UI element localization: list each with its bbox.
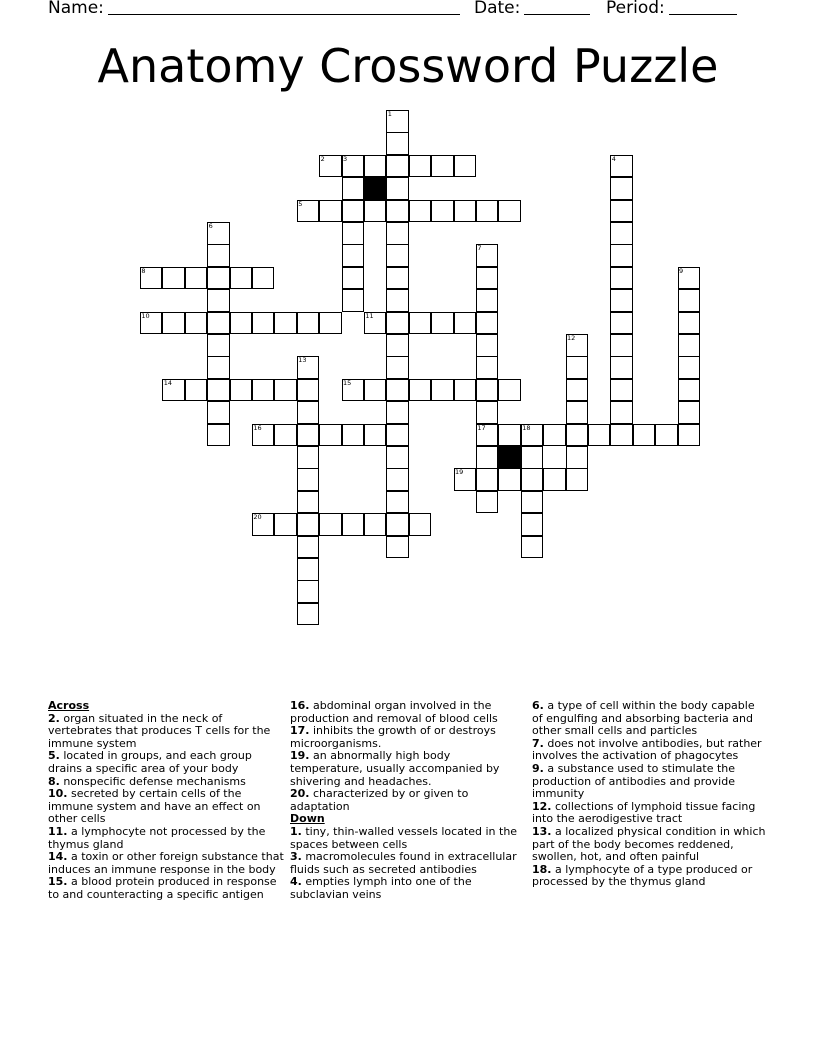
grid-cell[interactable] <box>342 222 365 245</box>
grid-cell[interactable] <box>566 424 589 447</box>
grid-cell[interactable] <box>476 312 499 335</box>
grid-cell[interactable] <box>274 424 297 447</box>
grid-cell[interactable] <box>678 312 701 335</box>
grid-cell[interactable] <box>633 424 656 447</box>
clue-item: 10. secreted by certain cells of the immune system and have an effect on other cells <box>48 787 261 826</box>
grid-cell[interactable] <box>521 446 544 469</box>
grid-cell[interactable] <box>207 222 230 245</box>
clue-item: 12. collections of lymphoid tissue facing into the aerodigestive tract <box>532 799 756 826</box>
grid-cell[interactable] <box>364 379 387 402</box>
grid-cell[interactable] <box>386 491 409 514</box>
clue-item: 1. tiny, thin-walled vessels located in the spaces between cells <box>290 824 518 851</box>
grid-cell[interactable] <box>610 379 633 402</box>
grid-cell[interactable] <box>610 267 633 290</box>
grid-cell[interactable] <box>185 379 208 402</box>
grid-cell[interactable] <box>610 222 633 245</box>
clue-number: 18 <box>522 423 531 432</box>
across-heading: Across <box>48 699 90 712</box>
grid-cell[interactable] <box>498 200 521 223</box>
grid-cell[interactable] <box>498 424 521 447</box>
grid-cell[interactable] <box>386 200 409 223</box>
clue-column-1 <box>48 700 284 902</box>
grid-cell[interactable] <box>386 155 409 178</box>
grid-cell[interactable] <box>297 491 320 514</box>
grid-cell[interactable] <box>476 468 499 491</box>
clue-column-2 <box>290 700 520 902</box>
grid-cell[interactable] <box>476 379 499 402</box>
grid-cell[interactable] <box>386 379 409 402</box>
grid-cell[interactable] <box>364 424 387 447</box>
clue-number: 20. <box>290 787 310 801</box>
grid-cell[interactable] <box>297 401 320 424</box>
grid-cell[interactable] <box>566 446 589 469</box>
grid-cell[interactable] <box>610 289 633 312</box>
grid-cell[interactable] <box>342 155 365 178</box>
clue-column-3 <box>532 700 768 889</box>
clue-item: 3. macromolecules found in extracellular fluids such as secreted antibodies <box>290 850 517 876</box>
grid-cell[interactable] <box>207 424 230 447</box>
grid-cell[interactable] <box>342 244 365 267</box>
clue-number: 1. <box>290 824 302 838</box>
clue-item: 2. organ situated in the neck of vertebrates that produces T cells for the immune system <box>48 711 271 750</box>
grid-cell[interactable] <box>185 267 208 290</box>
grid-cell[interactable] <box>319 200 342 223</box>
grid-cell[interactable] <box>566 356 589 379</box>
clue-item: 8. nonspecific defense mechanisms <box>48 774 246 788</box>
grid-cell[interactable] <box>342 379 365 402</box>
grid-cell[interactable] <box>140 267 163 290</box>
grid-cell[interactable] <box>678 379 701 402</box>
clue-number: 9 <box>679 266 684 275</box>
grid-cell[interactable] <box>342 513 365 536</box>
grid-cell[interactable] <box>678 334 701 357</box>
grid-cell[interactable] <box>476 446 499 469</box>
clue-number: 1 <box>387 110 392 118</box>
grid-cell[interactable] <box>364 312 387 335</box>
grid-cell[interactable] <box>297 312 320 335</box>
grid-cell[interactable] <box>364 200 387 223</box>
grid-cell[interactable] <box>476 491 499 514</box>
grid-cell[interactable] <box>476 356 499 379</box>
clue-item: 11. a lymphocyte not processed by the thymus gland <box>48 824 266 851</box>
clue-item: 15. a blood protein produced in response to and counteracting a specific antigen <box>48 875 277 901</box>
clue-number: 19. <box>290 749 310 763</box>
grid-cell[interactable] <box>140 312 163 335</box>
clue-number: 11. <box>48 824 68 838</box>
grid-cell[interactable] <box>543 468 566 491</box>
grid-cell[interactable] <box>297 580 320 603</box>
grid-cell[interactable] <box>476 424 499 447</box>
clue-number: 7 <box>477 244 482 253</box>
clue-number: 7. <box>532 736 544 750</box>
grid-cell[interactable] <box>207 244 230 267</box>
clue-item: 6. a type of cell within the body capable of engulfing and absorbing bacteria and other small cells and particles <box>532 699 755 738</box>
grid-cell[interactable] <box>454 468 477 491</box>
grid-cell[interactable] <box>252 424 275 447</box>
grid-cell[interactable] <box>252 312 275 335</box>
grid-cell[interactable] <box>409 155 432 178</box>
grid-cell[interactable] <box>409 200 432 223</box>
grid-cell[interactable] <box>319 155 342 178</box>
grid-cell[interactable] <box>454 155 477 178</box>
grid-cell[interactable] <box>610 200 633 223</box>
grid-cell[interactable] <box>162 379 185 402</box>
grid-cell[interactable] <box>319 312 342 335</box>
black-cell <box>498 446 521 469</box>
grid-cell[interactable] <box>655 424 678 447</box>
clue-number: 20 <box>253 513 262 522</box>
clue-item: 14. a toxin or other foreign substance that induces an immune response in the body <box>48 850 284 876</box>
grid-cell[interactable] <box>386 132 409 155</box>
clue-number: 10. <box>48 787 68 801</box>
grid-cell[interactable] <box>297 446 320 469</box>
clue-number: 15. <box>48 875 68 889</box>
grid-cell[interactable] <box>342 177 365 200</box>
clue-item: 5. located in groups, and each group drains a specific area of your body <box>48 749 252 775</box>
grid-cell[interactable] <box>566 334 589 357</box>
grid-cell[interactable] <box>319 424 342 447</box>
grid-cell[interactable] <box>610 155 633 178</box>
grid-cell[interactable] <box>230 312 253 335</box>
grid-cell[interactable] <box>252 379 275 402</box>
grid-cell[interactable] <box>610 177 633 200</box>
clue-number: 14 <box>163 378 173 387</box>
grid-cell[interactable] <box>454 312 477 335</box>
grid-cell[interactable] <box>274 379 297 402</box>
clue-item: 9. a substance used to stimulate the production of antibodies and provide immunity <box>532 761 736 801</box>
clue-item: 7. does not involve antibodies, but rather involves the activation of phagocytes <box>532 736 762 763</box>
grid-cell[interactable] <box>678 289 701 312</box>
grid-cell[interactable] <box>274 312 297 335</box>
clue-number: 3. <box>290 850 302 864</box>
grid-cell[interactable] <box>566 379 589 402</box>
clue-number: 17 <box>477 423 486 432</box>
grid-cell[interactable] <box>566 468 589 491</box>
grid-cell[interactable] <box>297 424 320 447</box>
clue-number: 4 <box>611 154 616 163</box>
clue-number: 5. <box>48 749 60 763</box>
grid-cell[interactable] <box>521 536 544 559</box>
grid-cell[interactable] <box>610 401 633 424</box>
grid-cell[interactable] <box>185 312 208 335</box>
clue-item: 13. a localized physical condition in which part of the body becomes reddened, swollen, hot, and often painful <box>532 824 766 864</box>
grid-cell[interactable] <box>230 267 253 290</box>
grid-cell[interactable] <box>409 379 432 402</box>
grid-cell[interactable] <box>207 334 230 357</box>
grid-cell[interactable] <box>297 603 320 626</box>
grid-cell[interactable] <box>207 401 230 424</box>
page-title: Anatomy Crossword Puzzle <box>97 39 719 93</box>
grid-cell[interactable] <box>342 267 365 290</box>
clue-item: 20. characterized by or given to adaptation <box>290 787 469 813</box>
grid-cell[interactable] <box>610 424 633 447</box>
grid-cell[interactable] <box>678 424 701 447</box>
grid-cell[interactable] <box>297 513 320 536</box>
clue-item: 4. empties lymph into one of the subclavian veins <box>290 875 472 901</box>
grid-cell[interactable] <box>386 401 409 424</box>
clue-number: 8. <box>48 774 60 788</box>
clue-item: 17. inhibits the growth of or destroys microorganisms. <box>290 724 496 750</box>
grid-cell[interactable] <box>386 267 409 290</box>
grid-cell[interactable] <box>386 468 409 491</box>
grid-cell[interactable] <box>207 379 230 402</box>
grid-cell[interactable] <box>252 267 275 290</box>
grid-cell[interactable] <box>386 513 409 536</box>
grid-cell[interactable] <box>678 401 701 424</box>
grid-cell[interactable] <box>476 289 499 312</box>
grid-cell[interactable] <box>543 424 566 447</box>
clue-number: 2. <box>48 711 60 725</box>
clue-number: 16. <box>290 699 310 712</box>
grid-cell[interactable] <box>431 155 454 178</box>
grid-cell[interactable] <box>274 513 297 536</box>
clue-number: 8 <box>141 266 146 275</box>
grid-cell[interactable] <box>162 267 185 290</box>
grid-cell[interactable] <box>431 200 454 223</box>
clue-number: 12 <box>567 334 576 342</box>
down-heading: Down <box>290 812 325 826</box>
clue-number: 19 <box>455 468 464 477</box>
grid-cell[interactable] <box>610 312 633 335</box>
grid-cell[interactable] <box>610 334 633 357</box>
grid-cell[interactable] <box>476 334 499 357</box>
grid-cell[interactable] <box>521 468 544 491</box>
grid-cell[interactable] <box>386 356 409 379</box>
grid-cell[interactable] <box>207 267 230 290</box>
grid-cell[interactable] <box>297 558 320 581</box>
grid-cell[interactable] <box>610 244 633 267</box>
grid-cell[interactable] <box>588 424 611 447</box>
grid-cell[interactable] <box>342 424 365 447</box>
grid-cell[interactable] <box>386 312 409 335</box>
grid-cell[interactable] <box>498 379 521 402</box>
clue-number: 6. <box>532 699 544 712</box>
grid-cell[interactable] <box>454 200 477 223</box>
grid-cell[interactable] <box>364 155 387 178</box>
clue-number: 16 <box>253 423 262 432</box>
clue-item: 18. a lymphocyte of a type produced or processed by the thymus gland <box>532 862 753 889</box>
grid-cell[interactable] <box>297 468 320 491</box>
grid-cell[interactable] <box>476 401 499 424</box>
clue-number: 4. <box>290 875 302 889</box>
name-label: Name: <box>48 0 104 18</box>
grid-cell[interactable] <box>476 267 499 290</box>
clue-number: 17. <box>290 724 310 738</box>
clue-item: 19. an abnormally high body temperature, usually accompanied by shivering and headaches. <box>290 749 500 788</box>
clue-number: 3 <box>343 154 348 163</box>
grid-cell[interactable] <box>386 244 409 267</box>
clue-number: 5 <box>298 199 303 208</box>
grid-cell[interactable] <box>431 379 454 402</box>
grid-cell[interactable] <box>207 356 230 379</box>
grid-cell[interactable] <box>386 289 409 312</box>
grid-cell[interactable] <box>678 356 701 379</box>
grid-cell[interactable] <box>476 244 499 267</box>
grid-cell[interactable] <box>162 312 185 335</box>
clue-number: 14. <box>48 850 68 864</box>
grid-cell[interactable] <box>342 200 365 223</box>
grid-cell[interactable] <box>342 289 365 312</box>
grid-cell[interactable] <box>386 110 409 133</box>
grid-cell[interactable] <box>207 289 230 312</box>
grid-cell[interactable] <box>409 513 432 536</box>
grid-cell[interactable] <box>521 513 544 536</box>
grid-cell[interactable] <box>386 222 409 245</box>
black-cell <box>364 177 387 200</box>
grid-cell[interactable] <box>498 468 521 491</box>
date-label: Date: <box>474 0 521 18</box>
period-label: Period: <box>606 0 665 18</box>
clue-number: 9. <box>532 761 544 775</box>
grid-cell[interactable] <box>409 312 432 335</box>
grid-cell[interactable] <box>476 200 499 223</box>
grid-cell[interactable] <box>386 424 409 447</box>
clue-number: 15 <box>343 378 352 387</box>
clue-number: 13. <box>532 824 552 838</box>
grid-cell[interactable] <box>297 356 320 379</box>
clue-number: 2 <box>320 154 325 163</box>
clue-number: 12. <box>532 799 552 813</box>
grid-cell[interactable] <box>521 491 544 514</box>
clue-number: 10 <box>141 311 150 320</box>
grid-cell[interactable] <box>297 200 320 223</box>
grid-cell[interactable] <box>230 379 253 402</box>
grid-cell[interactable] <box>386 334 409 357</box>
grid-cell[interactable] <box>386 536 409 559</box>
clue-number: 6 <box>208 222 213 230</box>
grid-cell[interactable] <box>566 401 589 424</box>
grid-cell[interactable] <box>431 312 454 335</box>
grid-cell[interactable] <box>319 513 342 536</box>
grid-cell[interactable] <box>297 536 320 559</box>
grid-cell[interactable] <box>678 267 701 290</box>
grid-cell[interactable] <box>386 446 409 469</box>
grid-cell[interactable] <box>386 177 409 200</box>
grid-cell[interactable] <box>454 379 477 402</box>
grid-cell[interactable] <box>297 379 320 402</box>
clue-number: 11 <box>365 311 374 320</box>
grid-cell[interactable] <box>252 513 275 536</box>
clue-number: 18. <box>532 862 552 876</box>
clue-item: 16. abdominal organ involved in the production and removal of blood cells <box>290 699 498 725</box>
grid-cell[interactable] <box>521 424 544 447</box>
clue-number: 13 <box>298 356 307 365</box>
grid-cell[interactable] <box>610 356 633 379</box>
grid-cell[interactable] <box>207 312 230 335</box>
grid-cell[interactable] <box>364 513 387 536</box>
